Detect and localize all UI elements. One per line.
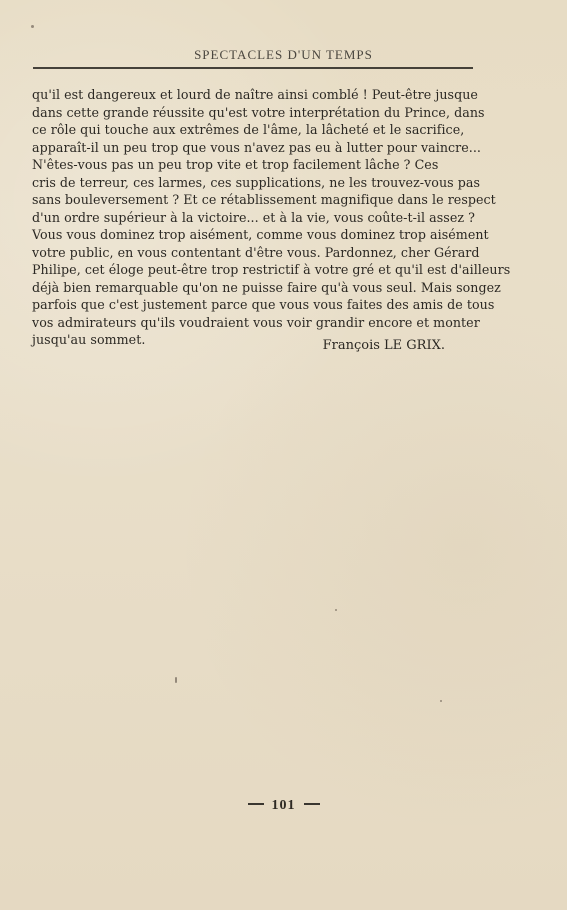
text-line: N'êtes-vous pas un peu trop vite et trop facilement lâche ? Ces <box>32 157 439 172</box>
page-number-footer <box>0 798 567 814</box>
text-line: parfois que c'est justement parce que vous vous faites des amis de tous <box>32 297 495 312</box>
running-head: SPECTACLES D'UN TEMPS <box>194 47 373 62</box>
body-text <box>32 86 511 349</box>
text-line: dans cette grande réussite qu'est votre interprétation du Prince, dans <box>32 104 485 120</box>
text-line: apparaît-il un peu trop que vous n'avez pas eu à lutter pour vaincre... <box>32 139 481 155</box>
paper-speck <box>31 25 34 28</box>
text-line: qu'il est dangereux et lourd de naître ainsi comblé ! Peut-être jusque <box>32 87 478 102</box>
text-line: Vous vous dominez trop aisément, comme vous dominez trop aisément <box>32 227 489 242</box>
text-line: sans bouleversement ? Et ce rétablissement magnifique dans le respect <box>32 192 496 207</box>
page-number: 101 <box>271 798 296 813</box>
text-line: Philipe, cet éloge peut-être trop restrictif à votre gré et qu'il est d'ailleurs <box>32 262 511 277</box>
page-number-dash-right <box>304 803 320 805</box>
paper-speck <box>335 609 337 611</box>
paper-speck <box>440 700 442 702</box>
text-line: votre public, en vous contentant d'être vous. Pardonnez, cher Gérard <box>32 244 480 260</box>
text-line: vos admirateurs qu'ils voudraient vous voir grandir encore et monter <box>32 314 480 330</box>
text-line: déjà bien remarquable qu'on ne puisse faire qu'à vous seul. Mais songez <box>32 279 501 295</box>
paper-speck <box>175 677 177 683</box>
text-line: ce rôle qui touche aux extrêmes de l'âme, la lâcheté et le sacrifice, <box>32 122 465 137</box>
text-line: d'un ordre supérieur à la victoire... et à la vie, vous coûte-t-il assez ? <box>32 209 475 225</box>
text-line: jusqu'au sommet. <box>32 332 146 347</box>
text-line: cris de terreur, ces larmes, ces supplications, ne les trouvez-vous pas <box>32 174 481 190</box>
page-number-dash-left <box>248 803 264 805</box>
author-signature: François LE GRIX. <box>322 338 445 353</box>
header-rule <box>33 67 473 69</box>
